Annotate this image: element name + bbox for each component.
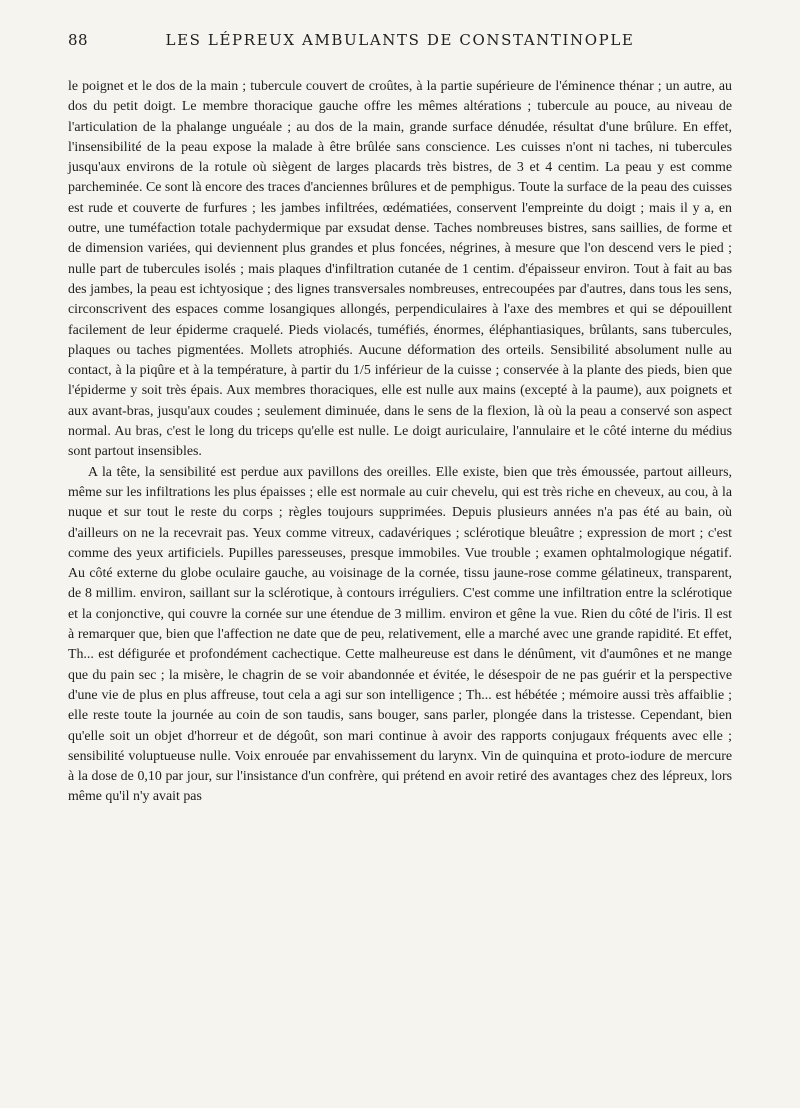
page-number: 88 <box>68 31 89 49</box>
running-title: LES LÉPREUX AMBULANTS DE CONSTANTINOPLE <box>165 31 635 49</box>
paragraph: A la tête, la sensibilité est perdue aux pavillons des oreilles. Elle existe, bien que très émoussée, partout ailleurs, même sur les infiltrations les plus épaisses ; elle est normale au cuir chevelu, qui est très riche en cheveux, au cou, à la nuque et sur tout le reste du corps ; règles toujours supprimées. Depuis plusieurs années n'a pas été au bain, où d'ailleurs on ne la recevrait pas. Yeux comme vitreux, cadavériques ; sclérotique bleuâtre ; expression de mort ; c'est comme des yeux artificiels. Pupilles paresseuses, presque immobiles. Vue trouble ; examen ophtalmologique négatif. Au côté externe du globe oculaire gauche, au voisinage de la cornée, tissu jaune-rose comme gélatineux, transparent, de 8 millim. environ, saillant sur la sclérotique, à contours irréguliers. C'est comme une infiltration entre la sclérotique et la conjonctive, qui couvre la cornée sur une étendue de 3 millim. environ et gêne la vue. Rien du côté de l'iris. Il est à remarquer que, bien que l'affection ne date que de peu, relativement, elle a marché avec une grande rapidité. Et effet, Th... est défigurée et profondément cachectique. Cette malheureuse est dans le dénûment, vit d'aumônes et ne mange que du pain sec ; la misère, le chagrin de se voir abandonnée et évitée, le désespoir de ne pas guérir et la perspective d'une vie de plus en plus affreuse, tout cela a agi sur son intelligence ; Th... est hébétée ; mémoire aussi très affaiblie ; elle reste toute la journée au coin de son taudis, sans bouger, sans parler, plongée dans la tristesse. Cependant, bien qu'elle soit un objet d'horreur et de dégoût, son mari continue à avoir des rapports conjugaux fréquents avec elle ; sensibilité voluptueuse nulle. Voix enrouée par envahissement du larynx. Vin de quinquina et proto-iodure de mercure à la dose de 0,10 par jour, sur l'insistance d'un confrère, qui prétend en avoir retiré des avantages chez des lépreux, lors même qu'il n'y avait pas <box>68 464 732 805</box>
body-text <box>68 77 732 808</box>
page-header <box>68 31 732 55</box>
paragraph: le poignet et le dos de la main ; tubercule couvert de croûtes, à la partie supérieure de l'éminence thénar ; un autre, au dos du petit doigt. Le membre thoracique gauche offre les mêmes altérations ; tubercule au pouce, au niveau de l'articulation de la phalange unguéale ; au dos de la main, grande surface dénudée, résultat d'une brûlure. En effet, l'insensibilité de la peau expose la malade à être brûlée sans conscience. Les cuisses n'ont ni taches, ni tubercules jusqu'aux environs de la rotule où siègent de larges placards très bistres, de 3 et 4 centim. La peau y est comme parcheminée. Ce sont là encore des traces d'anciennes brûlures et de pemphigus. Toute la surface de la peau des cuisses est rude et couverte de furfures ; les jambes infiltrées, œdématiées, conservent l'empreinte du doigt ; mais il y a, en outre, une tuméfaction totale pachydermique par exsudat dense. Taches nombreuses bistres, sans saillies, de forme et de dimension variées, qui deviennent plus grandes et plus foncées, négrines, à mesure que l'on descend vers le pied ; nulle part de tubercules isolés ; mais plaques d'infiltration cutanée de 1 centim. d'épaisseur environ. Tout à fait au bas des jambes, la peau est ichtyosique ; des lignes transversales nombreuses, entrecoupées par d'autres, dans tous les sens, circonscrivent des espaces comme losangiques allongés, perpendiculaires à l'axe des membres et qui se dépouillent facilement de leur épiderme craquelé. Pieds violacés, tuméfiés, énormes, éléphantiasiques, brûlants, sans tubercules, plaques ou taches pigmentées. Mollets atrophiés. Aucune déformation des orteils. Sensibilité absolument nulle au contact, à la piqûre et à la température, à partir du 1/5 inférieur de la cuisse ; conservée à la plante des pieds, bien que l'épiderme y soit très épais. Aux membres thoraciques, elle est nulle aux mains (excepté à la paume), aux poignets et aux avant-bras, jusqu'aux coudes ; seulement diminuée, dans le sens de la flexion, là où la peau a conservé son aspect normal. Au bras, c'est le long du triceps qu'elle est nulle. Le doigt auriculaire, l'annulaire et le côté interne du médius sont partout insensibles. <box>68 79 732 460</box>
